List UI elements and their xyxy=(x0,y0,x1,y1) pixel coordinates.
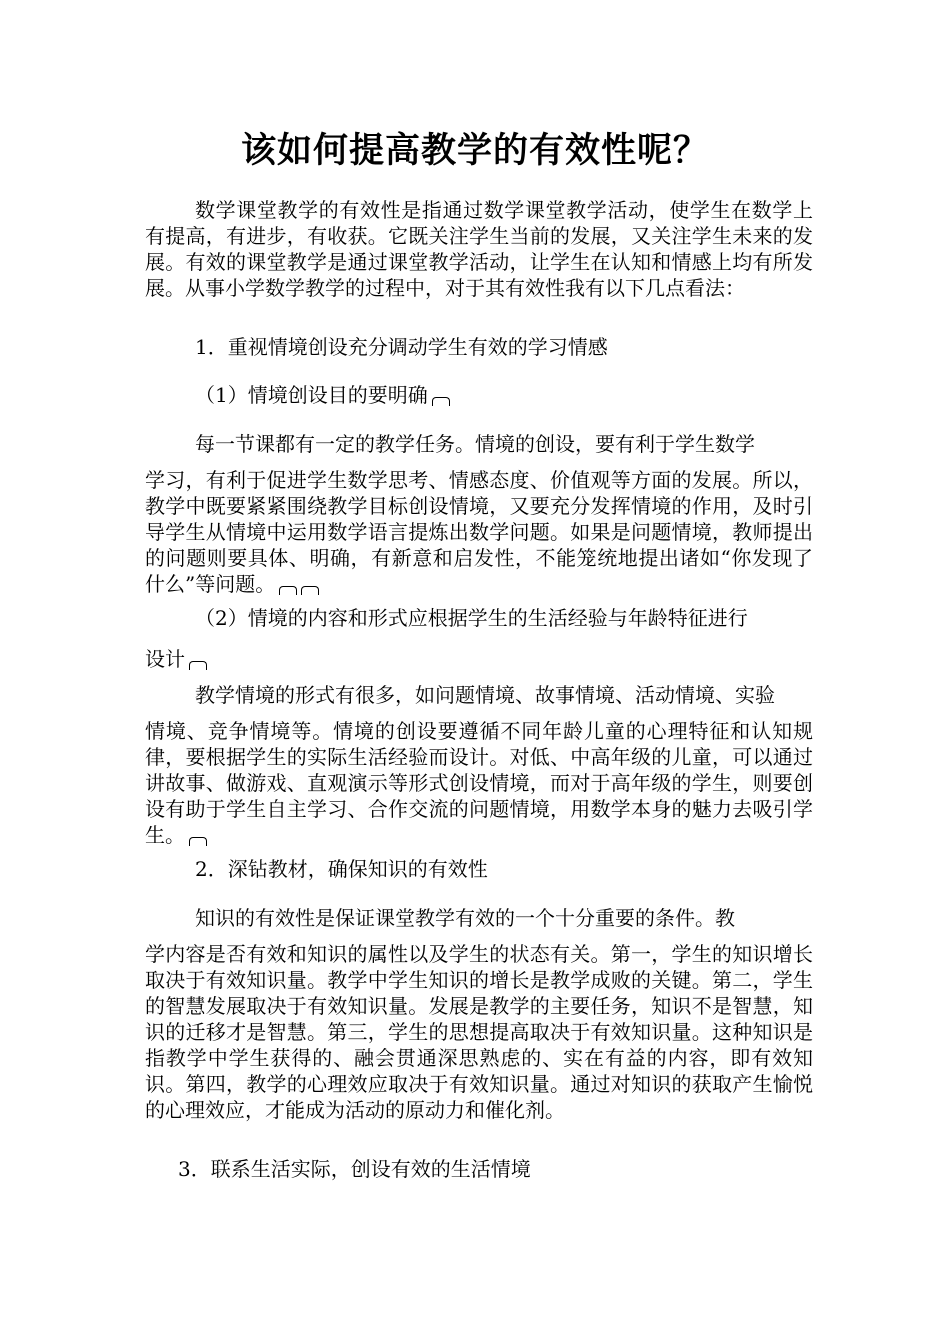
subsection-1-heading-text: （1）情境创设目的要明确 xyxy=(195,383,428,407)
subsection-2-heading-line2 xyxy=(145,646,207,672)
section-2-first-line: 知识的有效性是保证课堂教学有效的一个十分重要的条件。教 xyxy=(195,906,735,930)
paragraph-mark-icon xyxy=(189,661,207,670)
section-1-heading: 1．重视情境创设充分调动学生有效的学习情感 xyxy=(195,335,608,359)
subsection-2-first-line: 教学情境的形式有很多，如问题情境、故事情境、活动情境、实验 xyxy=(195,683,775,707)
subsection-1-heading xyxy=(195,382,450,408)
section-2-paragraph: 学内容是否有效和知识的属性以及学生的状态有关。第一，学生的知识增长取决于有效知识量。教学中学生知识的增长是教学成败的关键。第二，学生的智慧发展取决于有效知识量。发展是教学的主要任务，知识不是智慧，知识的迁移才是智慧。第三，学生的思想提高取决于有效知识量。这种知识是指教学中学生获得的、融会贯通深思熟虑的、实在有益的内容，即有效知识。第四，教学的心理效应取决于有效知识量。通过对知识的获取产生愉悦的心理效应，才能成为活动的原动力和催化剂。 xyxy=(145,942,813,1122)
paragraph-mark-icon xyxy=(189,837,207,846)
paragraph-mark-icon xyxy=(432,397,450,406)
section-3-heading: 3．联系生活实际，创设有效的生活情境 xyxy=(178,1157,531,1181)
subsection-2-paragraph xyxy=(145,718,813,848)
document-title: 该如何提高教学的有效性呢？ xyxy=(240,131,709,171)
subsection-1-first-line: 每一节课都有一定的教学任务。情境的创设，要有利于学生数学 xyxy=(195,432,755,456)
section-2-heading: 2．深钻教材，确保知识的有效性 xyxy=(195,857,488,881)
paragraph-mark-icon xyxy=(301,586,319,595)
intro-paragraph: 数学课堂教学的有效性是指通过数学课堂教学活动，使学生在数学上有提高，有进步，有收获。它既关注学生当前的发展，又关注学生未来的发展。有效的课堂教学是通过课堂教学活动，让学生在认知和情感上均有所发展。从事小学数学教学的过程中，对于其有效性我有以下几点看法： xyxy=(145,198,813,300)
subsection-1-body: 学习，有利于促进学生数学思考、情感态度、价值观等方面的发展。所以，教学中既要紧紧围绕教学目标创设情境，又要充分发挥情境的作用，及时引导学生从情境中运用数学语言提炼出数学问题。如果是问题情境，教师提出的问题则要具体、明确，有新意和启发性，不能笼统地提出诸如“你发现了什么”等问题。 xyxy=(145,468,813,596)
subsection-2-heading-line2-text: 设计 xyxy=(145,647,185,671)
paragraph-mark-icon xyxy=(279,586,297,595)
subsection-1-paragraph xyxy=(145,467,813,597)
subsection-2-body: 情境、竞争情境等。情境的创设要遵循不同年龄儿童的心理特征和认知规律，要根据学生的实际生活经验而设计。对低、中高年级的儿童，可以通过讲故事、做游戏、直观演示等形式创设情境，而对于高年级的学生，则要创设有助于学生自主学习、合作交流的问题情境，用数学本身的魅力去吸引学生。 xyxy=(145,719,813,847)
subsection-2-heading-line1: （2）情境的内容和形式应根据学生的生活经验与年龄特征进行 xyxy=(195,606,748,630)
